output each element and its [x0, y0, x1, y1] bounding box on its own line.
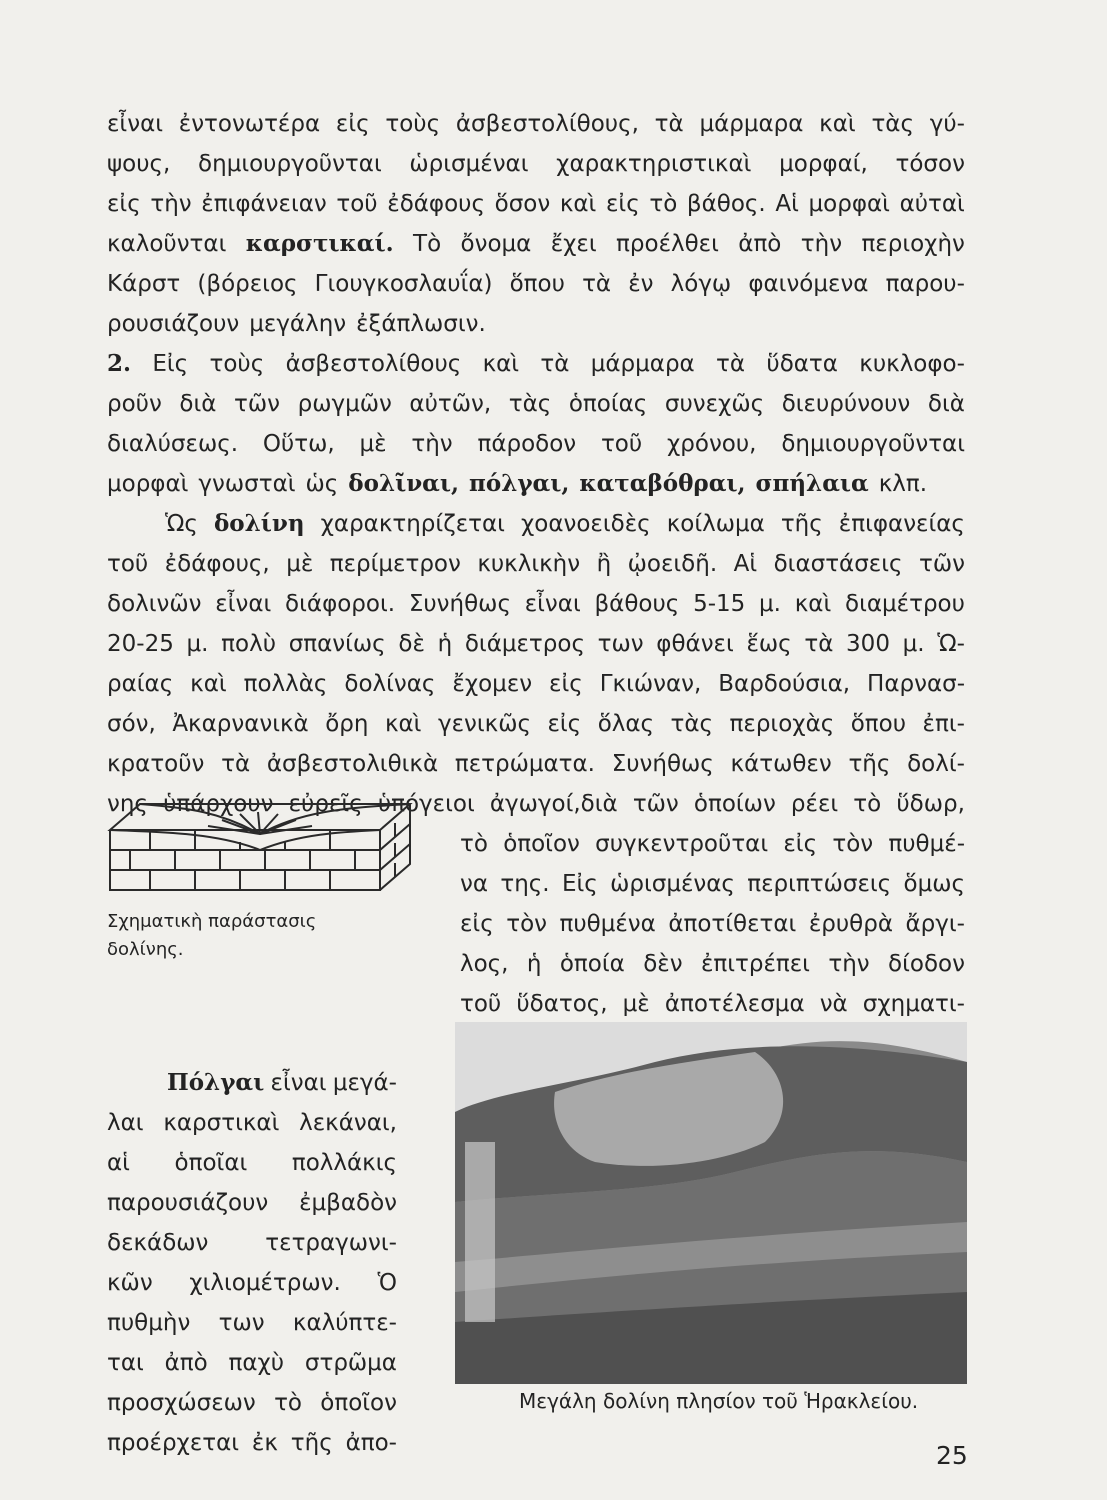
word: ἐπι-: [922, 711, 965, 737]
word: Κάρστ: [107, 271, 181, 297]
word: χρόνου,: [667, 431, 757, 457]
word: νὰ: [819, 991, 848, 1017]
figure-caption-line-2: δολίνης.: [107, 939, 184, 960]
word: εἶναι: [524, 591, 581, 617]
word: χοανοειδὲς: [520, 511, 651, 537]
word: εἶναι: [215, 591, 272, 617]
word: πολλὰς: [243, 671, 328, 697]
word: ἀσβεστολίθους,: [455, 111, 639, 137]
word: περιοχὰς: [729, 711, 835, 737]
word: ἢ: [596, 551, 612, 577]
word: τὴν: [411, 431, 453, 457]
text-line: [460, 984, 965, 1024]
word: εἰς: [605, 191, 640, 217]
word: ἕως: [746, 631, 792, 657]
word: ἔχει: [550, 231, 597, 257]
word: Αἱ: [733, 551, 758, 577]
word: ὑπόγειοι: [377, 791, 475, 817]
word: τὰς: [508, 391, 552, 417]
word: ὕδατος,: [516, 991, 608, 1017]
word: τοῦ: [460, 991, 502, 1017]
word: μὲ: [359, 431, 387, 457]
word: τοὺς: [385, 111, 441, 137]
word: πετρώματα.: [454, 751, 595, 777]
text-line: [460, 824, 965, 864]
word: διαμέτρου: [845, 591, 965, 617]
word: ἀσβεστολιθικὰ: [266, 751, 439, 777]
doline-schematic-figure: [100, 790, 430, 900]
word: ἐν: [628, 271, 654, 297]
word: εὐρεῖς: [288, 791, 363, 817]
text-line: [107, 1183, 397, 1223]
word: κῶν: [107, 1270, 153, 1296]
word: ὁποῖον: [320, 1390, 397, 1416]
text-line: [107, 264, 965, 304]
word: καὶ: [559, 191, 597, 217]
word: δολινῶν: [107, 591, 202, 617]
word: γενικῶς: [437, 711, 531, 737]
word: προσχώσεων: [107, 1390, 256, 1416]
word: τοῦ: [600, 431, 643, 457]
word: ἐντονωτέρα: [178, 111, 321, 137]
word: τὸ: [853, 791, 882, 817]
word: ἀποτίθεται: [668, 911, 797, 937]
text-line: [460, 944, 965, 984]
word: ὡρισμέναι: [409, 151, 529, 177]
word: μεγάλην: [249, 311, 347, 337]
word: της.: [500, 871, 550, 897]
word: Οὕτω,: [262, 431, 335, 457]
word: ὅλας: [597, 711, 655, 737]
word: προέλθει: [616, 231, 719, 257]
word: περιοχὴν: [861, 231, 965, 257]
word: ὄρη: [325, 711, 369, 737]
text-line: [107, 1103, 397, 1143]
word: Γκιώναν,: [599, 671, 702, 697]
word: καὶ: [190, 671, 227, 697]
word: Εἰς: [561, 871, 598, 897]
word: φθάνει: [656, 631, 734, 657]
word: κυκλικὴν: [477, 551, 581, 577]
word: τὰς: [670, 711, 714, 737]
word: δὲ: [398, 631, 425, 657]
text-line: [107, 1383, 397, 1423]
text-line: [107, 304, 965, 344]
word: ψους,: [107, 151, 171, 177]
word: Βαρδούσια,: [718, 671, 851, 697]
word: τὸ: [460, 831, 488, 857]
word: σόν,: [107, 711, 156, 737]
text-line: [107, 384, 965, 424]
word: ὁποῖον: [503, 831, 580, 857]
word: δεκάδων: [107, 1230, 209, 1256]
word: δολί-: [907, 751, 965, 777]
word: πυθμέ-: [888, 831, 965, 857]
word: Συνήθως: [408, 591, 511, 617]
text-line: [107, 1143, 397, 1183]
word: τὰ: [582, 271, 612, 297]
word: ροῦν: [107, 391, 162, 417]
text-line: [107, 144, 965, 184]
word: Συνήθως: [611, 751, 714, 777]
word: ὁποίων: [693, 791, 776, 817]
word: χαρακτηριστικαὶ: [556, 151, 752, 177]
word: εἶναι: [107, 111, 164, 137]
word: μάρμαρα: [590, 351, 695, 377]
word: διαλύσεως.: [107, 431, 239, 457]
word: (βόρειος: [197, 271, 298, 297]
word: τὸ: [649, 191, 678, 217]
word: τῆς: [290, 1430, 333, 1456]
word: Αἱ: [775, 191, 799, 217]
word: δολίνη: [213, 510, 305, 537]
word: 2.: [107, 350, 132, 377]
word: ρέει: [790, 791, 839, 817]
word: τὸν: [832, 831, 874, 857]
text-line: [107, 1423, 397, 1463]
text-line: [460, 864, 965, 904]
word: σπανίως: [288, 631, 386, 657]
text-line: [107, 344, 965, 384]
word: ὅσον: [494, 191, 551, 217]
word: γύ-: [929, 111, 965, 137]
word: φαινόμενα: [748, 271, 869, 297]
word: εἰς: [547, 711, 582, 737]
text-line: [107, 1263, 397, 1303]
word: ἀπὸ: [164, 1350, 208, 1376]
word: ἐδάφους: [387, 191, 485, 217]
word: τῆς: [780, 511, 823, 537]
text-line: [460, 904, 965, 944]
word: Ὁ: [377, 1270, 397, 1296]
word: συγκεντροῦται: [595, 831, 769, 857]
word: ἐρυθρὰ: [808, 911, 894, 937]
page-number: 25: [936, 1441, 968, 1470]
word: αὐτῶν,: [409, 391, 492, 417]
word: γνωσταὶ: [198, 471, 296, 497]
word: διὰ: [179, 391, 217, 417]
word: μορφαί,: [779, 151, 868, 177]
word: ραίας: [107, 671, 174, 697]
word: ρουσιάζουν: [107, 311, 240, 337]
word: πυθμὴν: [107, 1310, 191, 1336]
word: μ.: [186, 631, 209, 657]
word: ἀπο-: [345, 1430, 397, 1456]
word: αὐταὶ: [899, 191, 965, 217]
word: κλπ.: [878, 471, 928, 497]
photo-caption: Μεγάλη δολίνη πλησίον τοῦ Ἡρακλείου.: [519, 1389, 919, 1413]
word: δολῖναι,: [348, 470, 460, 497]
word: Γιουγκοσλαυΐα): [314, 271, 493, 297]
word: ρωγμῶν: [297, 391, 392, 417]
word: 300: [846, 631, 890, 657]
word: λόγῳ: [670, 271, 732, 297]
word: τῶν: [632, 791, 679, 817]
word: ἐδάφους,: [164, 551, 270, 577]
word: προέρχεται: [107, 1430, 240, 1456]
word: των: [218, 1310, 265, 1336]
text-line: [107, 184, 965, 224]
word: λος,: [460, 951, 509, 977]
word: καρστικαὶ: [163, 1110, 280, 1136]
text-line: [107, 104, 965, 144]
text-line: [107, 424, 965, 464]
word: ὡρισμένας: [610, 871, 735, 897]
word: λεκάναι,: [299, 1110, 397, 1136]
word: Τὸ: [413, 231, 442, 257]
word: τὴν: [828, 951, 870, 977]
text-line: [107, 584, 965, 624]
word: μ.: [902, 631, 925, 657]
word: πολὺ: [221, 631, 277, 657]
word: μορφαὶ: [107, 471, 189, 497]
word: ὁποίας: [568, 391, 648, 417]
word: περιπτώσεις: [747, 871, 892, 897]
word: τοῦ: [107, 551, 149, 577]
word: τὰ: [221, 751, 251, 777]
word: πόλγαι,: [469, 470, 570, 497]
word: ἀγωγοί,διὰ: [489, 791, 618, 817]
word: κυκλοφο-: [859, 351, 965, 377]
word: ἔχομεν: [452, 671, 533, 697]
word: Πόλγαι: [167, 1069, 265, 1096]
word: Ὡ-: [937, 631, 965, 657]
word: δημιουργοῦνται: [781, 431, 965, 457]
word: μορφαὶ: [808, 191, 890, 217]
word: διευρύνουν: [781, 391, 911, 417]
word: ὑπάρχουν: [163, 791, 274, 817]
word: τῶν: [234, 391, 280, 417]
word: εἰς: [460, 911, 494, 937]
word: ἐμβαδὸν: [299, 1190, 397, 1216]
word: διὰ: [927, 391, 965, 417]
text-line: [107, 1303, 397, 1343]
word: χιλιομέτρων.: [189, 1270, 341, 1296]
word: ἡ: [526, 951, 542, 977]
word: νης: [107, 791, 148, 817]
doline-photograph: [455, 1022, 967, 1384]
word: τῆς: [848, 751, 891, 777]
word: καλύπτε-: [292, 1310, 397, 1336]
word: τὸ: [274, 1390, 302, 1416]
word: σπήλαια: [755, 470, 869, 497]
word: εἰς: [549, 671, 583, 697]
word: κάτωθεν: [730, 751, 832, 777]
word: ὅμως: [903, 871, 965, 897]
word: Παρνασ-: [867, 671, 965, 697]
word: μ.: [759, 591, 781, 617]
word: ὡς: [305, 471, 339, 497]
word: ἐπιτρέπει: [700, 951, 810, 977]
word: των: [597, 631, 644, 657]
word: ὅπου: [850, 711, 907, 737]
word: τὰ: [716, 351, 746, 377]
word: εἶναι: [270, 1070, 327, 1096]
figure-caption-line-1: Σχηματικὴ παράστασις: [107, 911, 317, 932]
word: πολλάκις: [291, 1150, 397, 1176]
word: παρουσιάζουν: [107, 1190, 269, 1216]
word: διάμετρος: [464, 631, 585, 657]
word: πάροδον: [477, 431, 577, 457]
word: τὴν: [800, 231, 843, 257]
word: καλοῦνται: [107, 231, 227, 257]
word: Εἰς: [152, 351, 189, 377]
word: συνεχῶς: [664, 391, 765, 417]
word: τὰ: [654, 111, 684, 137]
word: λαι: [107, 1110, 144, 1136]
word: καὶ: [794, 591, 832, 617]
word: χαρακτηρίζεται: [320, 511, 505, 537]
word: περίμετρον: [329, 551, 461, 577]
text-line: [107, 624, 965, 664]
word: 5-15: [693, 591, 746, 617]
word: ἐπιφανείας: [838, 511, 965, 537]
word: μὲ: [286, 551, 314, 577]
word: τὴν: [150, 191, 192, 217]
word: εἰς: [335, 111, 370, 137]
word: 20-25: [107, 631, 174, 657]
word: δὲν: [643, 951, 683, 977]
text-line: [167, 1063, 397, 1103]
word: Ὡς: [165, 511, 198, 537]
word: ὁποῖαι: [174, 1150, 248, 1176]
word: πυθμένα: [559, 911, 656, 937]
word: ᾠοειδῆ.: [627, 551, 718, 577]
text-line: [107, 224, 965, 264]
word: ἀσβεστολίθους: [285, 351, 462, 377]
text-line: [107, 464, 965, 504]
word: εἰς: [783, 831, 818, 857]
word: μάρμαρα: [699, 111, 804, 137]
word: δολίνας: [344, 671, 436, 697]
word: ἐπιφάνειαν: [201, 191, 327, 217]
word: τὰς: [871, 111, 914, 137]
text-line: [107, 744, 965, 784]
word: ἐξάπλωσιν.: [356, 311, 486, 337]
word: ὕδωρ,: [896, 791, 965, 817]
text-line: [107, 704, 965, 744]
text-line: [107, 1343, 397, 1383]
word: δημιουργοῦνται: [198, 151, 382, 177]
word: καὶ: [819, 111, 856, 137]
word: τῶν: [918, 551, 965, 577]
word: τὸν: [506, 911, 547, 937]
word: ἀπὸ: [738, 231, 782, 257]
word: Ἀκαρνανικὰ: [172, 711, 309, 737]
word: βάθος.: [686, 191, 766, 217]
word: ἄργι-: [905, 911, 965, 937]
word: εἰς: [107, 191, 141, 217]
text-line: [165, 504, 965, 544]
word: ἐκ: [251, 1430, 278, 1456]
word: τὰ: [804, 631, 834, 657]
word: κρατοῦν: [107, 751, 205, 777]
word: καὶ: [482, 351, 520, 377]
word: κοίλωμα: [666, 511, 765, 537]
word: σχηματι-: [862, 991, 965, 1017]
word: μεγά-: [332, 1070, 397, 1096]
word: τοὺς: [209, 351, 265, 377]
text-line: [107, 664, 965, 704]
word: δίοδον: [888, 951, 965, 977]
word: τοῦ: [336, 191, 378, 217]
text-line: [107, 544, 965, 584]
word: καταβόθραι,: [579, 470, 746, 497]
word: ἡ: [437, 631, 453, 657]
word: τὰ: [540, 351, 570, 377]
word: διαστάσεις: [773, 551, 903, 577]
word: παχὺ: [228, 1350, 285, 1376]
word: ἀποτέλεσμα: [664, 991, 805, 1017]
word: ὁποία: [559, 951, 625, 977]
word: παρου-: [885, 271, 965, 297]
text-line: [107, 1223, 397, 1263]
word: στρῶμα: [304, 1350, 397, 1376]
word: να: [460, 871, 489, 897]
word: τόσον: [895, 151, 965, 177]
word: ται: [107, 1350, 144, 1376]
word: καὶ: [384, 711, 422, 737]
word: ὅπου: [509, 271, 565, 297]
word: ὕδατα: [766, 351, 838, 377]
word: τετραγωνι-: [265, 1230, 397, 1256]
word: καρστικαί.: [245, 230, 394, 257]
word: ὄνομα: [460, 231, 532, 257]
word: αἱ: [107, 1150, 130, 1176]
word: βάθους: [594, 591, 680, 617]
word: διάφοροι.: [285, 591, 396, 617]
word: μὲ: [622, 991, 650, 1017]
